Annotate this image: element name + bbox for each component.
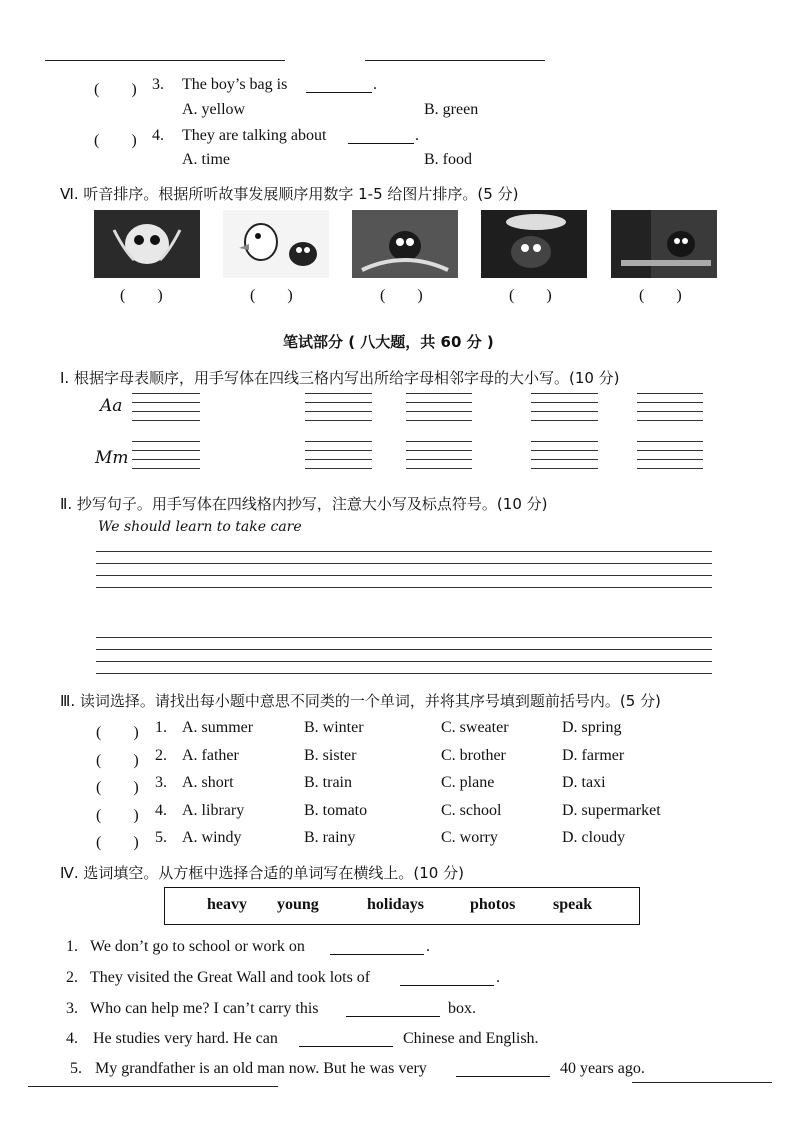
copy-grid-line	[96, 673, 712, 674]
story-picture-1	[94, 210, 200, 278]
story-picture-5	[611, 210, 717, 278]
story-picture-4	[481, 210, 587, 278]
fill-sentence-4-text: He studies very hard. He can	[93, 1030, 278, 1047]
four-line-grid-line	[132, 459, 200, 460]
fill-sentence-1-text: We don’t go to school or work on	[90, 938, 305, 955]
word-choice-3-bracket[interactable]: ( )	[96, 779, 139, 796]
four-line-grid-line	[637, 420, 703, 421]
picture-3-bracket[interactable]: ( )	[380, 287, 423, 304]
word-choice-2-bracket[interactable]: ( )	[96, 751, 139, 769]
four-line-grid-line	[531, 420, 598, 421]
given-letter-mm: Mm	[95, 448, 129, 468]
word-choice-2-option-d: D. farmer	[562, 746, 625, 764]
word-choice-5-number: 5.	[155, 829, 167, 846]
word-choice-1-option-c: C. sweater	[441, 719, 509, 736]
fill-sentence-2-text: They visited the Great Wall and took lots of	[90, 969, 371, 986]
word-choice-1-number: 1.	[155, 719, 167, 736]
four-line-grid-line	[132, 411, 200, 412]
picture-5-bracket[interactable]: ( )	[639, 287, 682, 304]
q4-option-b: B. food	[424, 151, 472, 168]
written-section-header: 笔试部分 ( 八大题，共 60 分 )	[283, 333, 494, 351]
word-choice-1-option-a: A. summer	[182, 719, 254, 736]
four-line-grid-line	[132, 420, 200, 421]
four-line-grid-line	[305, 411, 372, 412]
fill-sentence-2-end: .	[496, 969, 500, 986]
four-line-grid-line	[132, 450, 200, 451]
fill-sentence-4-number: 4.	[66, 1030, 78, 1047]
word-bank-photos: photos	[470, 896, 516, 913]
fill-sentence-1-blank[interactable]	[330, 940, 424, 955]
word-choice-4-number: 4.	[155, 801, 167, 819]
q4-bracket[interactable]: ( )	[94, 132, 137, 149]
four-line-grid-line	[305, 468, 372, 469]
section-ii-title: Ⅱ. 抄写句子。用手写体在四线格内抄写，注意大小写及标点符号。(10 分)	[60, 495, 548, 513]
section-iv-title: Ⅳ. 选词填空。从方框中选择合适的单词写在横线上。(10 分)	[60, 864, 464, 882]
word-choice-2-option-a: A. father	[182, 746, 239, 764]
four-line-grid-line	[637, 441, 703, 442]
four-line-grid-line	[406, 411, 472, 412]
word-choice-3-option-d: D. taxi	[562, 774, 606, 791]
copy-grid-line	[96, 637, 712, 638]
word-choice-3-number: 3.	[155, 774, 167, 791]
fill-sentence-2-number: 2.	[66, 969, 78, 986]
four-line-grid-line	[531, 393, 598, 394]
four-line-grid-line	[531, 450, 598, 451]
q3-end: .	[373, 76, 377, 93]
top-rule-left	[45, 60, 285, 61]
four-line-grid-line	[305, 402, 372, 403]
q3-stem: The boy’s bag is	[182, 76, 288, 93]
picture-2-bracket[interactable]: ( )	[250, 287, 293, 304]
fill-sentence-1-number: 1.	[66, 938, 78, 955]
four-line-grid-line	[406, 402, 472, 403]
picture-1-bracket[interactable]: ( )	[120, 287, 163, 304]
q3-option-a: A. yellow	[182, 101, 246, 118]
word-choice-1-option-b: B. winter	[304, 719, 364, 736]
four-line-grid-line	[406, 441, 472, 442]
word-choice-4-option-b: B. tomato	[304, 801, 368, 819]
fill-sentence-3-number: 3.	[66, 1000, 78, 1017]
four-line-grid-line	[406, 420, 472, 421]
four-line-grid-line	[132, 441, 200, 442]
four-line-grid-line	[305, 393, 372, 394]
word-choice-3-option-c: C. plane	[441, 774, 495, 791]
copy-grid-line	[96, 551, 712, 552]
q4-answer-blank[interactable]	[348, 129, 414, 144]
word-choice-5-option-d: D. cloudy	[562, 829, 626, 846]
q3-number: 3.	[152, 76, 164, 93]
four-line-grid-line	[406, 450, 472, 451]
word-choice-3-option-b: B. train	[304, 774, 352, 791]
word-choice-3-option-a: A. short	[182, 774, 234, 791]
fill-sentence-2-blank[interactable]	[400, 971, 494, 986]
fill-sentence-3-text: Who can help me? I can’t carry this	[90, 1000, 319, 1017]
word-choice-2-number: 2.	[155, 746, 167, 764]
word-choice-5-bracket[interactable]: ( )	[96, 834, 139, 851]
copy-grid-line	[96, 587, 712, 588]
bottom-rule-right	[632, 1082, 772, 1083]
fill-sentence-5-number: 5.	[70, 1060, 82, 1077]
word-choice-5-option-b: B. rainy	[304, 829, 356, 846]
word-choice-1-option-d: D. spring	[562, 719, 622, 736]
section-iii-title: Ⅲ. 读词选择。请找出每小题中意思不同类的一个单词，并将其序号填到题前括号内。(5 分)	[60, 692, 661, 710]
section-vi-title: Ⅵ. 听音排序。根据所听故事发展顺序用数字 1-5 给图片排序。(5 分)	[60, 185, 519, 203]
fill-sentence-5-text: My grandfather is an old man now. But he was very	[95, 1060, 427, 1077]
four-line-grid-line	[637, 411, 703, 412]
word-choice-4-option-a: A. library	[182, 801, 245, 819]
word-choice-4-bracket[interactable]: ( )	[96, 806, 139, 824]
fill-sentence-5-blank[interactable]	[456, 1062, 550, 1077]
q4-stem: They are talking about	[182, 127, 327, 144]
fill-sentence-3-end: box.	[448, 1000, 476, 1017]
four-line-grid-line	[305, 441, 372, 442]
word-choice-4-option-c: C. school	[441, 801, 502, 819]
four-line-grid-line	[531, 402, 598, 403]
copy-sentence: We should learn to take care	[98, 519, 302, 535]
four-line-grid-line	[305, 459, 372, 460]
four-line-grid-line	[132, 393, 200, 394]
four-line-grid-line	[637, 402, 703, 403]
four-line-grid-line	[406, 459, 472, 460]
q3-option-b: B. green	[424, 101, 479, 118]
q4-end: .	[415, 127, 419, 144]
word-choice-4-option-d: D. supermarket	[562, 801, 661, 819]
word-choice-5-option-c: C. worry	[441, 829, 498, 846]
word-bank-heavy: heavy	[207, 896, 247, 913]
four-line-grid-line	[305, 450, 372, 451]
given-letter-aa: Aa	[100, 396, 123, 416]
copy-grid-line	[96, 563, 712, 564]
four-line-grid-line	[406, 468, 472, 469]
word-bank-holidays: holidays	[367, 896, 424, 913]
four-line-grid-line	[531, 411, 598, 412]
word-bank-young: young	[277, 896, 319, 913]
four-line-grid-line	[637, 468, 703, 469]
fill-sentence-3-blank[interactable]	[346, 1002, 440, 1017]
word-choice-2-option-c: C. brother	[441, 746, 506, 764]
story-picture-3	[352, 210, 458, 278]
word-choice-2-option-b: B. sister	[304, 746, 357, 764]
four-line-grid-line	[406, 393, 472, 394]
word-choice-5-option-a: A. windy	[182, 829, 242, 846]
four-line-grid-line	[132, 402, 200, 403]
q3-answer-blank[interactable]	[306, 78, 372, 93]
four-line-grid-line	[531, 459, 598, 460]
four-line-grid-line	[637, 450, 703, 451]
four-line-grid-line	[531, 468, 598, 469]
story-picture-2	[223, 210, 329, 278]
word-choice-1-bracket[interactable]: ( )	[96, 724, 139, 741]
four-line-grid-line	[531, 441, 598, 442]
fill-sentence-5-end: 40 years ago.	[560, 1060, 645, 1077]
fill-sentence-4-blank[interactable]	[299, 1032, 393, 1047]
fill-sentence-4-end: Chinese and English.	[403, 1030, 539, 1047]
picture-4-bracket[interactable]: ( )	[509, 287, 552, 304]
copy-grid-line	[96, 575, 712, 576]
four-line-grid-line	[132, 468, 200, 469]
copy-grid-line	[96, 661, 712, 662]
top-rule-right	[365, 60, 545, 61]
word-bank-speak: speak	[553, 896, 593, 913]
four-line-grid-line	[305, 420, 372, 421]
q4-option-a: A. time	[182, 151, 230, 168]
copy-grid-line	[96, 649, 712, 650]
bottom-rule-left	[28, 1086, 278, 1087]
section-i-title: Ⅰ. 根据字母表顺序，用手写体在四线三格内写出所给字母相邻字母的大小写。(10 分)	[60, 369, 620, 387]
q3-bracket[interactable]: ( )	[94, 81, 137, 98]
four-line-grid-line	[637, 459, 703, 460]
four-line-grid-line	[637, 393, 703, 394]
fill-sentence-1-end: .	[426, 938, 430, 955]
q4-number: 4.	[152, 127, 164, 144]
